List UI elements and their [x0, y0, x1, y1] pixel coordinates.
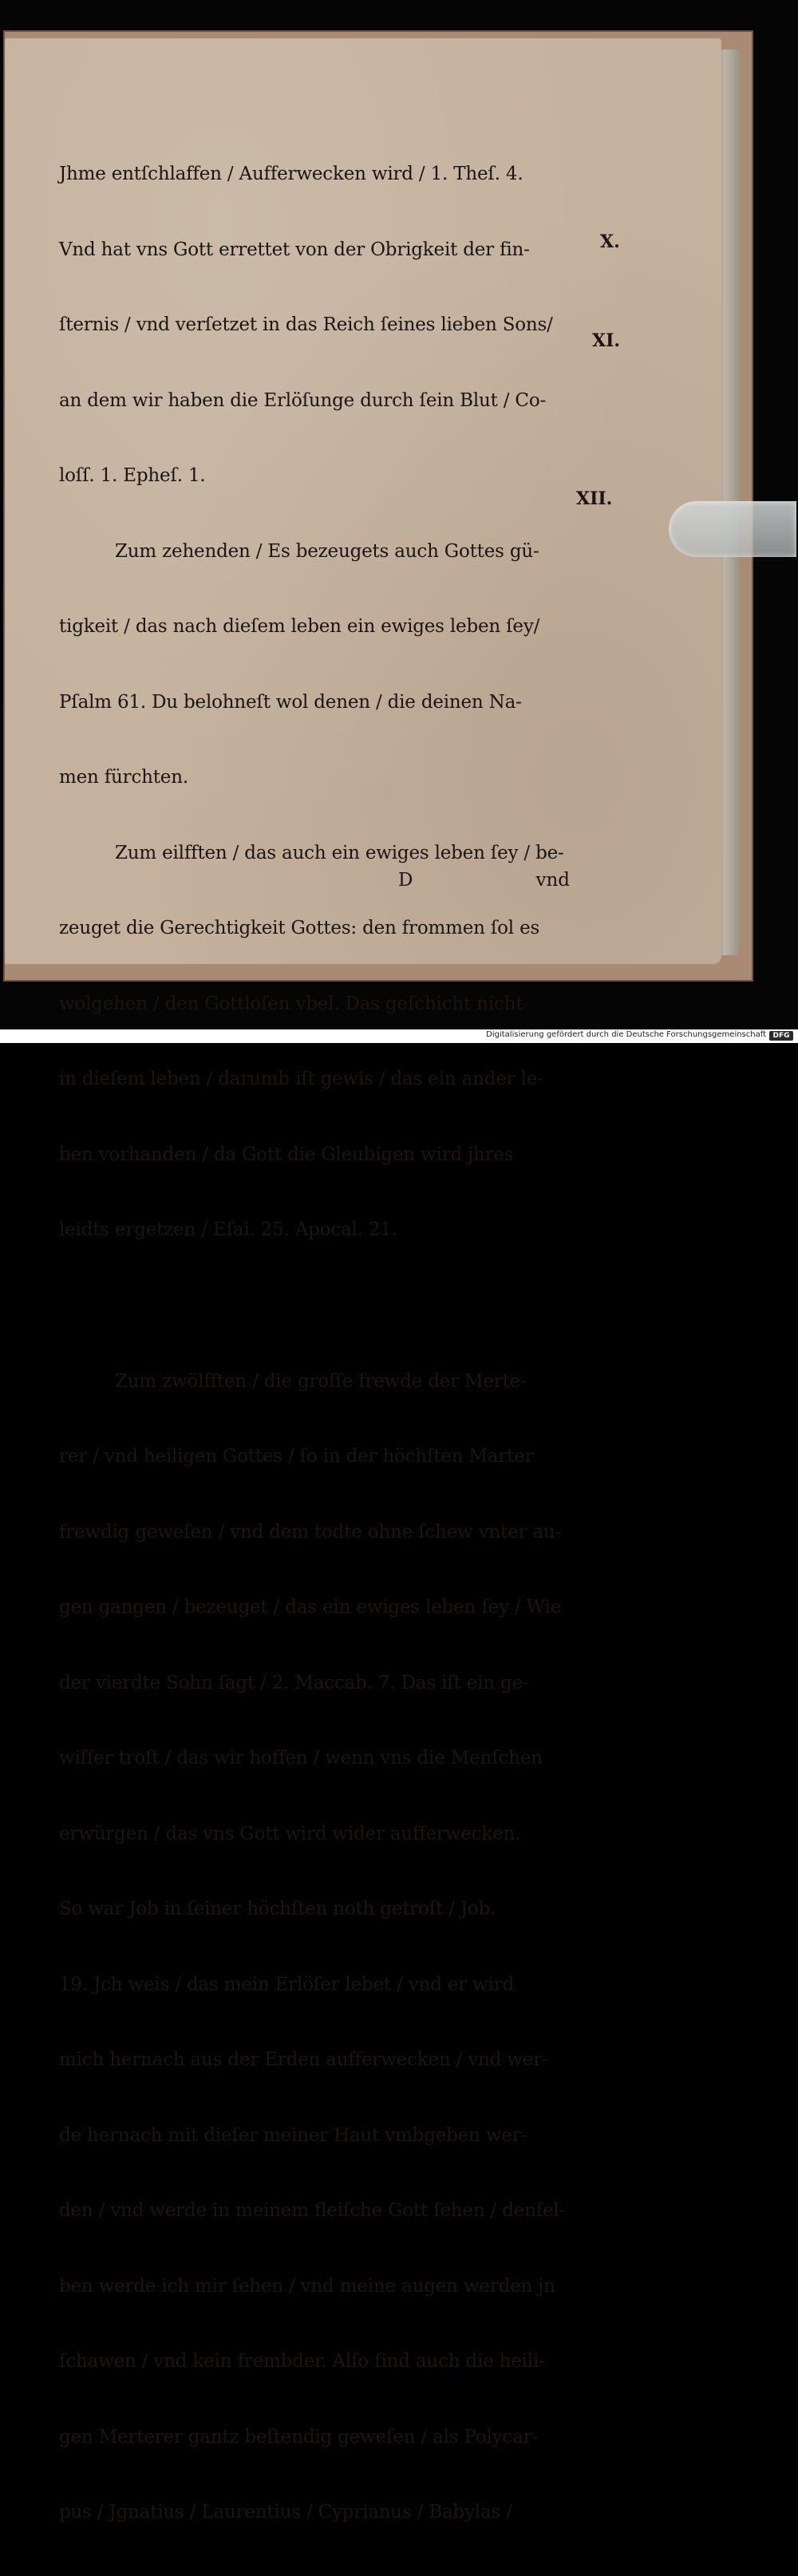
text-line: der vierdte Sohn ſagt / 2. Maccab. 7. Das iſt ein ge- [59, 1672, 529, 1693]
dfg-logo: DFG [769, 1031, 793, 1041]
text-line: ben werde ich mir ſehen / vnd meine augen werden jn [59, 2275, 555, 2297]
margin-number-x: X. [600, 231, 620, 252]
page-text [59, 112, 570, 2576]
text-line: Zum zehenden / Es bezeugets auch Gottes gü- [115, 540, 539, 562]
footer-credit: Digitalisierung gefördert durch die Deutsche Forschungsgemeinschaft [486, 1030, 766, 1039]
text-line: ſchawen / vnd kein frembder. Alſo ſind auch die heili- [59, 2351, 545, 2372]
text-line: Vnd hat vns Gott errettet von der Obrigkeit der fin- [59, 239, 530, 260]
text-line: ſternis / vnd verſetzet in das Reich ſeines lieben Sons/ [59, 314, 553, 335]
text-line: Jhme entſchlaffen / Aufferwecken wird / 1. Theſ. 4. [59, 164, 523, 184]
text-line: So war Job in ſeiner höchſten noth getroſt / Job. [59, 1898, 496, 1919]
paragraph-gap [59, 1294, 570, 1319]
text-line: an dem wir haben die Erlöſunge durch ſein Blut / Co- [59, 389, 547, 411]
text-line: wolgehen / den Gottloſen vbel. Das geſchicht nicht [59, 993, 523, 1014]
plastic-clip [669, 501, 796, 557]
text-line: Zum eilfften / das auch ein ewiges leben ſey / be- [115, 842, 564, 863]
text-line: wiſſer troſt / das wir hoffen / wenn vns die Menſchen [59, 1748, 543, 1768]
text-line: 19. Jch weis / das mein Erlöſer lebet / vnd er wird [59, 1973, 515, 1995]
page-foot [59, 870, 570, 895]
text-line: Zum zwölfften / die groſſe frewde der Merte- [115, 1370, 527, 1392]
text-line: ben vorhanden / da Gott die Gleubigen wird jhres [59, 1144, 514, 1165]
margin-number-xi: XI. [592, 330, 621, 351]
text-line: zeuget die Gerechtigkeit Gottes: den frommen ſol es [59, 918, 540, 938]
margin-number-xii: XII. [576, 488, 613, 509]
signature-mark: D [398, 870, 413, 891]
text-line: Pſalm 61. Du belohneſt wol denen / die deinen Na- [59, 691, 522, 713]
text-line: gen Merterer gantz beſtendig geweſen / als Polycar- [59, 2426, 538, 2448]
text-line: gen gangen / bezeuget / das ein ewiges leben ſey / Wie [59, 1597, 562, 1618]
text-line: men fürchten. [59, 767, 188, 788]
text-line: erwürgen / das vns Gott wird wider aufferwecken. [59, 1823, 521, 1844]
text-line: rer / vnd heiligen Gottes / ſo in der höchſten Marter [59, 1446, 534, 1467]
text-line: frewdig geweſen / vnd dem todte ohne ſchew vnter au- [59, 1521, 562, 1543]
text-line: in dieſem leben / darumb iſt gewis / das ein ander le- [59, 1069, 543, 1089]
text-line: pus / Jgnatius / Laurentius / Cyprianus / Babylas / [59, 2502, 512, 2523]
catchword: vnd [535, 870, 570, 891]
text-line: tigkeit / das nach dieſem leben ein ewiges leben ſey/ [59, 616, 540, 637]
text-line: den / vnd werde in meinem fleiſche Gott ſehen / denſel- [59, 2200, 566, 2221]
footer-bar [0, 1029, 798, 1043]
text-line: de hernach mit dieſer meiner Haut vmbgeben wer- [59, 2124, 527, 2146]
text-line: mich hernach aus der Erden aufferwecken / vnd wer- [59, 2049, 548, 2070]
text-line: leidts ergetzen / Eſai. 25. Apocal. 21. [59, 1219, 397, 1240]
text-line: loſſ. 1. Epheſ. 1. [59, 465, 206, 486]
